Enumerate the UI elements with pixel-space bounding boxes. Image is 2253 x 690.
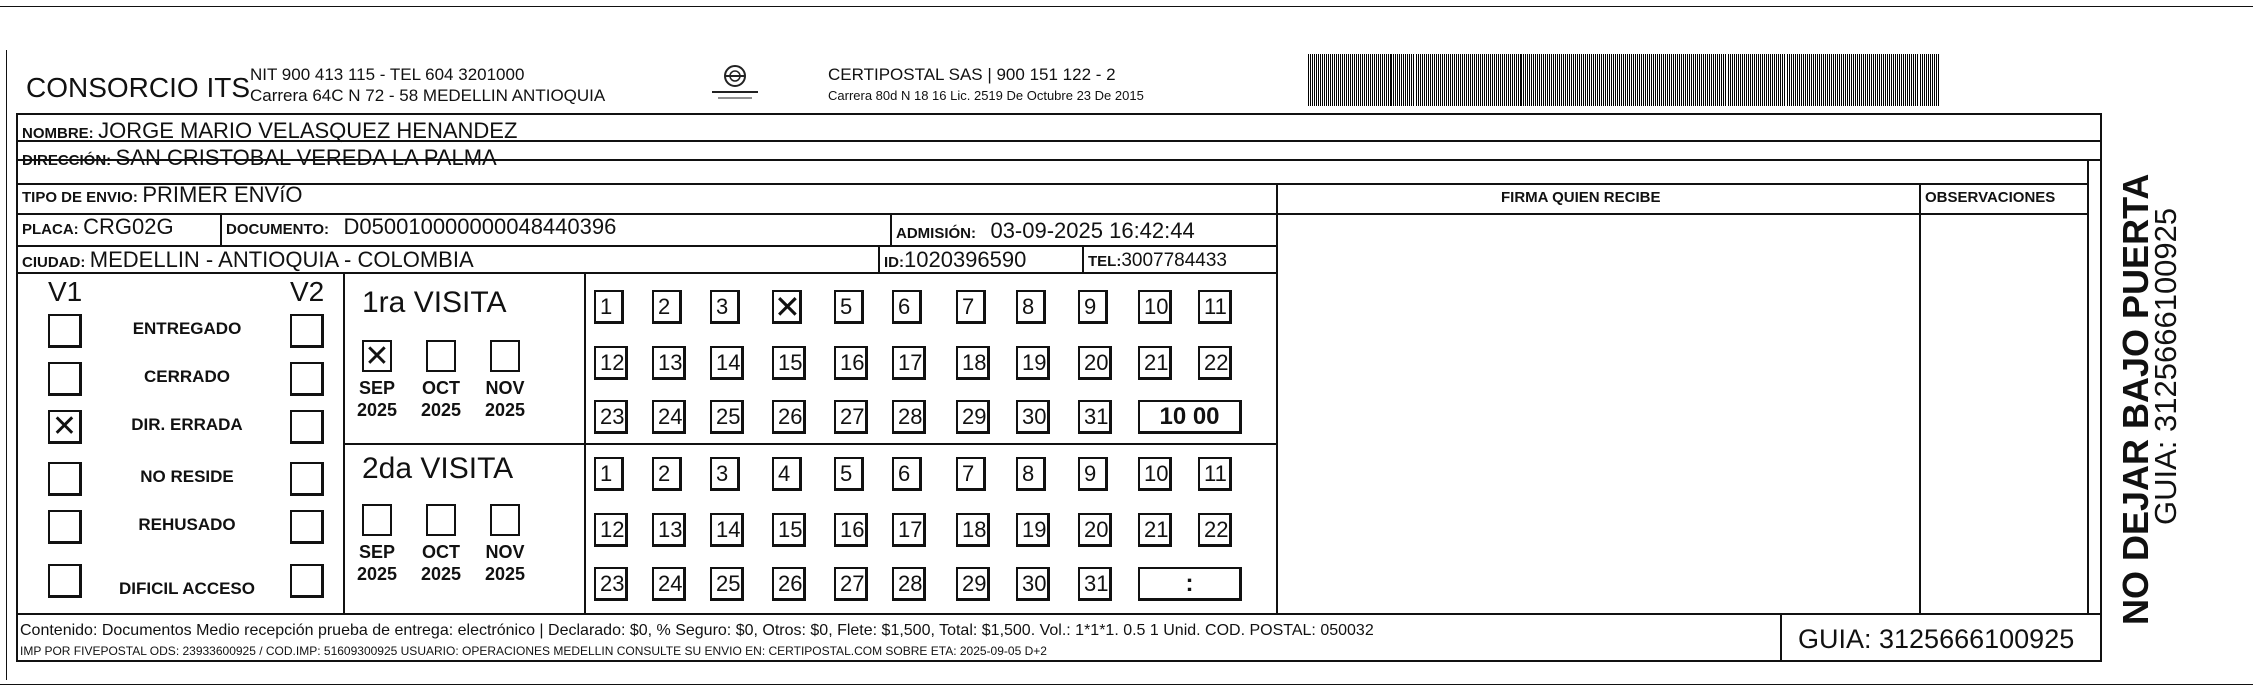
month-label: SEP — [358, 542, 396, 562]
month-checkbox[interactable] — [362, 504, 392, 536]
bottom-border — [0, 684, 2253, 685]
day-box[interactable]: 16 — [834, 513, 868, 547]
v1-header: V1 — [48, 276, 83, 307]
carrier-line1: CERTIPOSTAL SAS | 900 151 122 - 2 — [828, 65, 1116, 84]
day-box[interactable]: 22 — [1198, 346, 1232, 380]
month-label: NOV — [485, 542, 525, 562]
status-label: ENTREGADO — [132, 319, 242, 338]
firma-label: FIRMA QUIEN RECIBE — [1501, 189, 1661, 206]
v2-header: V2 — [290, 276, 325, 307]
visita1-title: 1ra VISITA — [362, 286, 507, 319]
month-checkbox[interactable] — [426, 340, 456, 372]
footer-line1: Contenido: Documentos Medio recepción prueba de entrega: electrónico | Declarado: $0, % Seguro: $0, Otros: $0, Flete: $1,500, Total: $1,500. Vol.: 1*1*1. 0.5 1 Unid. COD. POSTAL: 050032 — [20, 622, 1374, 639]
visita2-title: 2da VISITA — [362, 452, 514, 485]
day-box[interactable]: 8 — [1016, 457, 1046, 491]
status-label: CERRADO — [144, 367, 230, 386]
documento-row: DOCUMENTO: D050010000000048440396 — [226, 214, 617, 239]
day-box[interactable]: 20 — [1078, 346, 1112, 380]
day-box[interactable]: 13 — [652, 346, 686, 380]
v2-checkbox[interactable] — [290, 564, 324, 598]
barcode — [1308, 54, 1942, 106]
day-box[interactable]: 27 — [834, 567, 868, 601]
v2-checkbox[interactable] — [290, 362, 324, 396]
day-box[interactable]: 17 — [892, 346, 926, 380]
year-label: 2025 — [484, 564, 526, 584]
year-label: 2025 — [484, 400, 526, 420]
ciudad-row: CIUDAD: MEDELLIN - ANTIOQUIA - COLOMBIA — [22, 247, 474, 272]
nombre-row: NOMBRE: JORGE MARIO VELASQUEZ HENANDEZ — [22, 118, 518, 143]
certipostal-logo — [708, 62, 762, 102]
day-box[interactable]: 29 — [956, 567, 990, 601]
direccion-row: DIRECCIÓN: SAN CRISTOBAL VEREDA LA PALMA — [22, 145, 497, 170]
tel-value: 3007784433 — [1121, 250, 1227, 271]
year-label: 2025 — [420, 564, 462, 584]
status-label: NO RESIDE — [140, 467, 234, 486]
day-box[interactable]: 15 — [772, 513, 806, 547]
day-box[interactable]: 6 — [892, 457, 922, 491]
status-label: DIFICIL ACCESO — [118, 579, 255, 598]
day-box[interactable]: 11 — [1198, 457, 1232, 491]
footer-guia: GUIA: 3125666100925 — [1798, 624, 2075, 654]
day-box[interactable]: 18 — [956, 346, 990, 380]
v2-checkbox[interactable] — [290, 410, 324, 444]
tipo-value: PRIMER ENVíO — [142, 182, 303, 207]
day-box[interactable]: 23 — [594, 400, 628, 434]
day-box[interactable]: 11 — [1198, 290, 1232, 324]
day-box[interactable]: 17 — [892, 513, 926, 547]
placa-row: PLACA: CRG02G — [22, 214, 174, 239]
day-box[interactable]: 24 — [652, 400, 686, 434]
year-label: 2025 — [420, 400, 462, 420]
check-mark: ✕ — [51, 410, 78, 443]
observaciones-label: OBSERVACIONES — [1925, 189, 2056, 206]
day-box[interactable]: 12 — [594, 513, 628, 547]
day-box[interactable]: 30 — [1016, 567, 1050, 601]
footer-line2: IMP POR FIVEPOSTAL ODS: 23933600925 / COD.IMP: 51609300925 USUARIO: OPERACIONES MEDELLIN CONSULTE SU ENVIO EN: CERTIPOSTAL.COM SOBRE ETA: 2025-09-05 D+2 — [20, 644, 1047, 658]
carrier-line2: Carrera 80d N 18 16 Lic. 2519 De Octubre 23 De 2015 — [828, 88, 1144, 103]
placa-value: CRG02G — [83, 214, 174, 239]
day-box[interactable]: 19 — [1016, 513, 1050, 547]
company-name: CONSORCIO ITS — [26, 72, 251, 103]
v1-checkbox[interactable] — [48, 362, 82, 396]
day-box[interactable]: 7 — [956, 290, 986, 324]
month-label: NOV — [485, 378, 525, 398]
day-box[interactable]: 30 — [1016, 400, 1050, 434]
day-box[interactable]: 28 — [892, 400, 926, 434]
company-line2: Carrera 64C N 72 - 58 MEDELLIN ANTIOQUIA — [250, 86, 606, 105]
day-box[interactable]: 23 — [594, 567, 628, 601]
check-mark: ✕ — [774, 289, 801, 325]
day-box[interactable]: 28 — [892, 567, 926, 601]
day-box[interactable]: 7 — [956, 457, 986, 491]
v2-checkbox[interactable] — [290, 510, 324, 544]
day-box[interactable]: 3 — [710, 457, 740, 491]
status-label: REHUSADO — [138, 515, 236, 534]
day-box[interactable]: 2 — [652, 457, 682, 491]
v1-checkbox[interactable] — [48, 462, 82, 496]
day-box[interactable]: 20 — [1078, 513, 1112, 547]
v1-checkbox[interactable] — [48, 314, 82, 348]
form-frame — [16, 113, 2102, 662]
id-value: 1020396590 — [904, 247, 1027, 272]
day-box[interactable]: 9 — [1078, 457, 1108, 491]
day-box[interactable]: 31 — [1078, 400, 1112, 434]
month-label: OCT — [422, 378, 460, 398]
top-border — [0, 6, 2253, 7]
side-warning: NO DEJAR BAJO PUERTA — [2115, 173, 2156, 625]
id-row: ID:1020396590 — [884, 247, 1027, 272]
day-box[interactable]: 5 — [834, 290, 864, 324]
day-box[interactable]: 9 — [1078, 290, 1108, 324]
day-box[interactable]: 21 — [1138, 513, 1172, 547]
day-box[interactable]: 25 — [710, 567, 744, 601]
day-box[interactable]: 10 — [1138, 290, 1172, 324]
documento-value: D050010000000048440396 — [343, 214, 617, 239]
company-line1: NIT 900 413 115 - TEL 604 3201000 — [250, 65, 525, 84]
day-box[interactable]: 24 — [652, 567, 686, 601]
v2-checkbox[interactable] — [290, 462, 324, 496]
status-label: DIR. ERRADA — [131, 415, 243, 434]
day-box[interactable]: 12 — [594, 346, 628, 380]
tipo-row: TIPO DE ENVIO: PRIMER ENVíO — [22, 182, 303, 207]
day-box[interactable]: 27 — [834, 400, 868, 434]
day-box[interactable]: 1 — [594, 290, 624, 324]
day-box[interactable]: 14 — [710, 346, 744, 380]
admision-row: ADMISIÓN: 03-09-2025 16:42:44 — [896, 218, 1195, 243]
v1-checkbox[interactable] — [48, 410, 82, 444]
v2-checkbox[interactable] — [290, 314, 324, 348]
year-label: 2025 — [356, 400, 398, 420]
month-checkbox[interactable] — [362, 340, 392, 372]
day-box[interactable]: 21 — [1138, 346, 1172, 380]
day-box[interactable]: 14 — [710, 513, 744, 547]
admision-value: 03-09-2025 16:42:44 — [990, 218, 1195, 243]
day-box[interactable]: 4 — [772, 457, 802, 491]
day-box[interactable]: 13 — [652, 513, 686, 547]
day-box[interactable]: 25 — [710, 400, 744, 434]
month-checkbox[interactable] — [490, 340, 520, 372]
month-label: OCT — [422, 542, 460, 562]
day-box[interactable]: 15 — [772, 346, 806, 380]
day-box[interactable]: 18 — [956, 513, 990, 547]
day-box[interactable]: 16 — [834, 346, 868, 380]
month-checkbox[interactable] — [426, 504, 456, 536]
side-guia: GUIA: 3125666100925 — [2148, 207, 2183, 525]
direccion-value: SAN CRISTOBAL VEREDA LA PALMA — [115, 145, 497, 170]
day-box[interactable]: 2 — [652, 290, 682, 324]
year-label: 2025 — [356, 564, 398, 584]
day-box[interactable]: 22 — [1198, 513, 1232, 547]
nombre-value: JORGE MARIO VELASQUEZ HENANDEZ — [98, 118, 518, 143]
day-box[interactable]: 10 — [1138, 457, 1172, 491]
month-label: SEP — [358, 378, 396, 398]
day-box[interactable]: 29 — [956, 400, 990, 434]
time-box[interactable]: 10 00 — [1138, 400, 1242, 434]
v1-checkbox[interactable] — [48, 564, 82, 598]
time-box[interactable]: : — [1138, 567, 1242, 601]
day-box[interactable]: 1 — [594, 457, 624, 491]
day-box[interactable]: 26 — [772, 400, 806, 434]
day-box[interactable]: 5 — [834, 457, 864, 491]
day-box[interactable]: 6 — [892, 290, 922, 324]
check-mark: ✕ — [364, 340, 390, 373]
day-box[interactable]: 31 — [1078, 567, 1112, 601]
left-border — [6, 50, 7, 680]
day-box[interactable]: 8 — [1016, 290, 1046, 324]
day-box[interactable] — [772, 290, 802, 324]
v1-checkbox[interactable] — [48, 510, 82, 544]
ciudad-value: MEDELLIN - ANTIOQUIA - COLOMBIA — [89, 247, 474, 272]
month-checkbox[interactable] — [490, 504, 520, 536]
tel-row: TEL:3007784433 — [1088, 250, 1227, 271]
day-box[interactable]: 3 — [710, 290, 740, 324]
day-box[interactable]: 26 — [772, 567, 806, 601]
day-box[interactable]: 19 — [1016, 346, 1050, 380]
